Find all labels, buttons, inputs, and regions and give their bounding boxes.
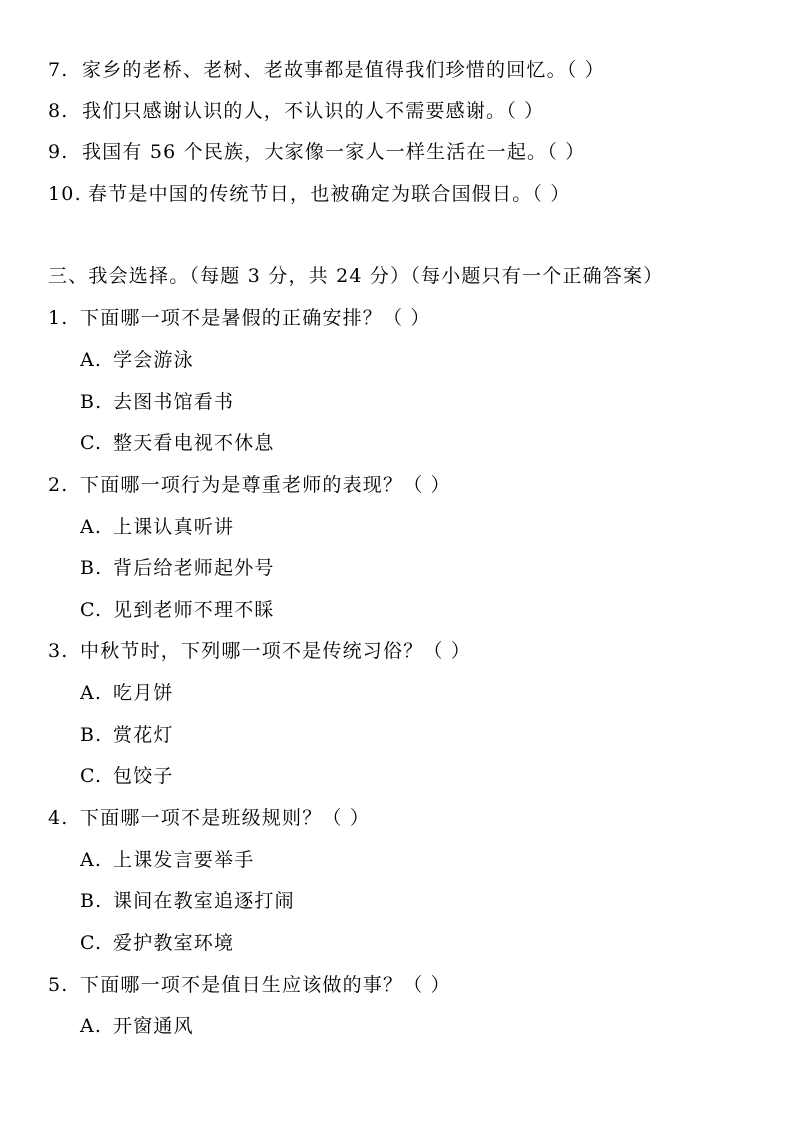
option-label: C. (80, 432, 103, 454)
option-label: B. (80, 724, 103, 746)
option-label: C. (80, 932, 103, 954)
question-1 (48, 306, 431, 330)
option-label: B. (80, 391, 103, 413)
question-number: 3. (48, 640, 69, 662)
question-text: 下面哪一项不是暑假的正确安排？（ ） (80, 307, 431, 329)
question-text: 中秋节时，下列哪一项不是传统习俗？（ ） (80, 640, 472, 662)
question-3-option-b (80, 723, 174, 747)
option-label: A. (80, 849, 103, 871)
option-text: 上课发言要举手 (113, 849, 255, 871)
question-3 (48, 639, 471, 663)
true-false-item-10 (48, 182, 571, 206)
question-text: 下面哪一项不是值日生应该做的事？（ ） (80, 974, 451, 996)
option-text: 赏花灯 (113, 724, 174, 746)
item-number: 8. (48, 100, 69, 122)
option-label: C. (80, 765, 103, 787)
option-label: A. (80, 1015, 103, 1037)
question-1-option-a (80, 348, 194, 372)
section-heading: 三、我会选择。（每题 3 分，共 24 分）（每小题只有一个正确答案） (48, 265, 664, 287)
question-number: 1. (48, 307, 69, 329)
question-4 (48, 806, 370, 830)
option-label: B. (80, 557, 103, 579)
item-number: 10. (48, 183, 82, 205)
question-1-option-c (80, 431, 275, 455)
true-false-item-9 (48, 140, 585, 164)
option-label: A. (80, 516, 103, 538)
question-2 (48, 473, 451, 497)
question-number: 2. (48, 474, 69, 496)
option-text: 包饺子 (113, 765, 174, 787)
option-label: C. (80, 599, 103, 621)
item-text: 家乡的老桥、老树、老故事都是值得我们珍惜的回忆。（ ） (82, 59, 605, 81)
option-text: 背后给老师起外号 (113, 557, 275, 579)
question-text: 下面哪一项行为是尊重老师的表现？（ ） (80, 474, 451, 496)
question-4-option-c (80, 931, 234, 955)
question-text: 下面哪一项不是班级规则？（ ） (80, 807, 371, 829)
true-false-item-8 (48, 99, 544, 123)
option-text: 开窗通风 (113, 1015, 194, 1037)
option-label: A. (80, 349, 103, 371)
question-2-option-a (80, 515, 234, 539)
item-text: 春节是中国的传统节日，也被确定为联合国假日。（ ） (88, 183, 571, 205)
option-text: 爱护教室环境 (113, 932, 235, 954)
question-5 (48, 973, 451, 997)
option-text: 整天看电视不休息 (113, 432, 275, 454)
option-label: B. (80, 890, 103, 912)
question-4-option-a (80, 848, 254, 872)
true-false-item-7 (48, 58, 605, 82)
question-number: 5. (48, 974, 69, 996)
option-text: 课间在教室追逐打闹 (113, 890, 295, 912)
question-1-option-b (80, 390, 234, 414)
item-number: 7. (48, 59, 69, 81)
item-number: 9. (48, 141, 69, 163)
item-text: 我们只感谢认识的人，不认识的人不需要感谢。（ ） (82, 100, 545, 122)
option-text: 吃月饼 (113, 682, 174, 704)
option-label: A. (80, 682, 103, 704)
question-3-option-a (80, 681, 174, 705)
question-4-option-b (80, 889, 295, 913)
option-text: 上课认真听讲 (113, 516, 235, 538)
option-text: 学会游泳 (113, 349, 194, 371)
option-text: 见到老师不理不睬 (113, 599, 275, 621)
item-text: 我国有 56 个民族，大家像一家人一样生活在一起。（ ） (82, 141, 586, 163)
question-2-option-b (80, 556, 275, 580)
question-5-option-a (80, 1014, 194, 1038)
option-text: 去图书馆看书 (113, 391, 235, 413)
question-3-option-c (80, 764, 174, 788)
question-number: 4. (48, 807, 69, 829)
question-2-option-c (80, 598, 275, 622)
